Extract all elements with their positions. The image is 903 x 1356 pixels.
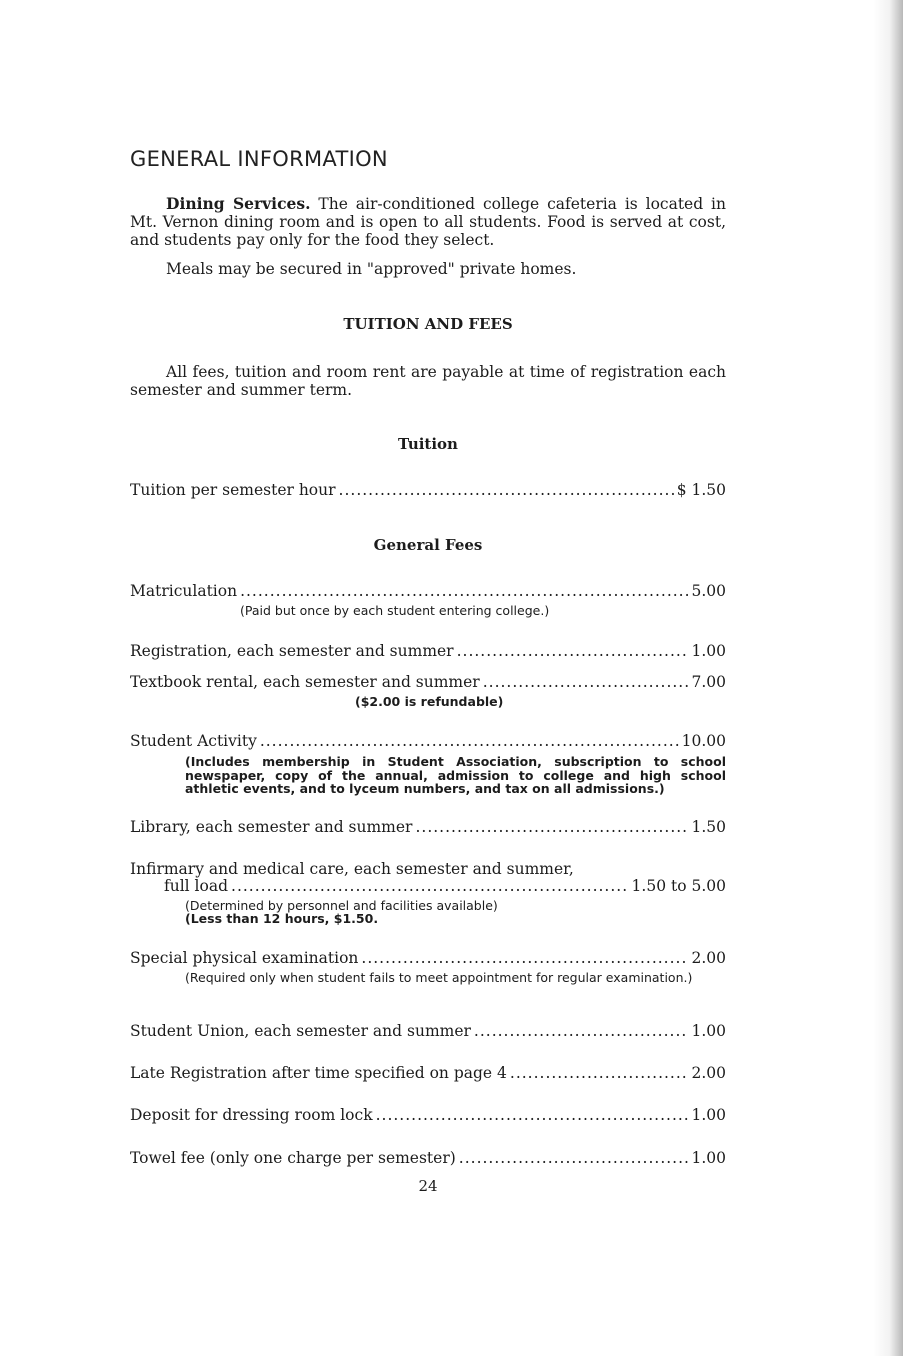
fee-label: Infirmary and medical care, each semester and summer, [130, 860, 574, 878]
fee-amount: 2.00 [691, 949, 726, 967]
fee-row-infirmary-line1 [130, 860, 726, 878]
fee-note-infirmary: (Determined by personnel and facilities available) [185, 898, 498, 913]
general-fees-heading: General Fees [373, 536, 483, 554]
page-number: 24 [418, 1177, 438, 1195]
fee-amount: 1.00 [691, 642, 726, 660]
fee-note-infirmary-load: (Less than 12 hours, $1.50. [185, 911, 379, 926]
dining-services-text: The air-conditioned college cafeteria is located in Mt. Vernon dining room and is open to all students. Food is served at cost, and students pay only for the food they select. [130, 195, 726, 249]
dot-leader [415, 818, 688, 836]
dot-leader [376, 1106, 689, 1124]
page-edge-shadow [873, 0, 903, 1356]
fee-row-towel [130, 1149, 726, 1167]
fee-label: Tuition per semester hour [130, 481, 336, 499]
fee-row-student-activity [130, 732, 726, 750]
dot-leader [483, 673, 689, 691]
meals-paragraph: Meals may be secured in "approved" private homes. [166, 260, 577, 278]
fee-row-library [130, 818, 726, 836]
fee-amount: 2.00 [691, 1064, 726, 1082]
dining-services-section [130, 195, 726, 278]
fee-label: Student Activity [130, 732, 257, 750]
tuition-fees-intro-section [130, 363, 726, 399]
fee-amount: 1.00 [691, 1149, 726, 1167]
fee-row-infirmary [164, 877, 726, 895]
dot-leader [339, 481, 674, 499]
fee-amount: 7.00 [691, 673, 726, 691]
dot-leader [459, 1149, 689, 1167]
dot-leader [260, 732, 679, 750]
fee-amount: 5.00 [691, 582, 726, 600]
fee-amount: 10.00 [681, 732, 726, 750]
fee-amount: 1.50 [691, 818, 726, 836]
dot-leader [510, 1064, 689, 1082]
fee-amount: 1.50 to 5.00 [631, 877, 726, 895]
fee-label: Library, each semester and summer [130, 818, 413, 836]
fee-label: Special physical examination [130, 949, 359, 967]
fee-row-registration [130, 642, 726, 660]
fee-label: Deposit for dressing room lock [130, 1106, 373, 1124]
fee-label: Student Union, each semester and summer [130, 1022, 471, 1040]
fee-label-continued: full load [164, 877, 229, 895]
fee-row-physical-exam [130, 949, 726, 967]
fee-row-tuition [130, 481, 726, 499]
fee-amount: $ 1.50 [676, 481, 726, 499]
fee-row-matriculation [130, 582, 726, 600]
fee-row-textbook-rental [130, 673, 726, 691]
fee-label: Late Registration after time specified on page 4 [130, 1064, 507, 1082]
fee-note-textbook-rental: ($2.00 is refundable) [355, 694, 504, 709]
fee-note-student-activity: (Includes membership in Student Association, subscription to school newspaper, copy of the annual, admission to college and high school athletic events, and to lyceum numbers, and tax on all admissions.) [185, 754, 726, 796]
fee-row-student-union [130, 1022, 726, 1040]
dot-leader [474, 1022, 689, 1040]
tuition-and-fees-heading: TUITION AND FEES [343, 315, 513, 333]
dining-services-lead: Dining Services. [166, 194, 311, 213]
fee-row-late-registration [130, 1064, 726, 1082]
tuition-heading: Tuition [398, 435, 458, 453]
fee-note-physical-exam: (Required only when student fails to meet appointment for regular examination.) [185, 970, 693, 985]
dot-leader [240, 582, 688, 600]
dot-leader [361, 949, 688, 967]
dot-leader [457, 642, 689, 660]
fee-label: Registration, each semester and summer [130, 642, 454, 660]
page-title: GENERAL INFORMATION [130, 147, 388, 171]
fee-label: Towel fee (only one charge per semester) [130, 1149, 456, 1167]
fee-amount: 1.00 [691, 1106, 726, 1124]
dot-leader [231, 877, 629, 895]
fee-row-dressing-room-lock [130, 1106, 726, 1124]
tuition-fees-intro: All fees, tuition and room rent are payable at time of registration each semester and summer term. [130, 363, 726, 399]
fee-label: Textbook rental, each semester and summer [130, 673, 480, 691]
fee-amount: 1.00 [691, 1022, 726, 1040]
dining-services-paragraph [130, 195, 726, 249]
fee-label: Matriculation [130, 582, 238, 600]
fee-note-matriculation: (Paid but once by each student entering college.) [240, 603, 550, 618]
